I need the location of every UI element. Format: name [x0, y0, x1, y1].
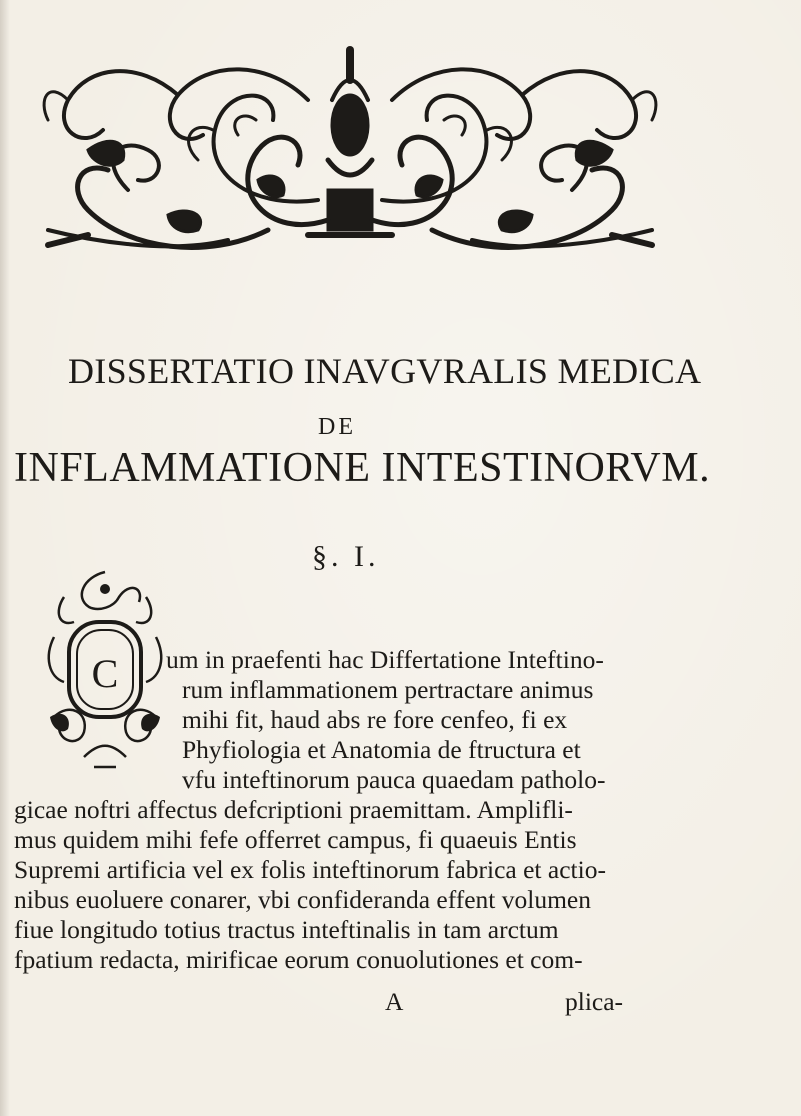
dissertation-subtitle: INFLAMMATIONE INTESTINORVM.	[14, 445, 711, 491]
signature-mark: A	[385, 987, 404, 1016]
initial-letter: C	[91, 651, 119, 696]
section-heading: §. I.	[312, 540, 380, 573]
text-line: fiue longitudo totius tractus inteftinalis in tam arctum	[14, 915, 559, 944]
text-line: Supremi artificia vel ex folis inteftinorum fabrica et actio-	[14, 855, 606, 884]
text-line: vfu inteftinorum pauca quaedam patholo-	[182, 765, 606, 794]
decorated-initial	[44, 567, 166, 777]
page-edge	[0, 0, 10, 1116]
title-connector: DE	[318, 414, 356, 440]
text-line: mus quidem mihi fefe offerret campus, fi quaeuis Entis	[14, 825, 577, 854]
catchword: plica-	[565, 987, 624, 1016]
text-line: gicae noftri affectus defcriptioni praemittam. Amplifli-	[14, 795, 573, 824]
text-line: nibus euoluere conarer, vbi confideranda effent volumen	[14, 885, 591, 914]
text-line: um in praefenti hac Differtatione Inteftino-	[166, 645, 604, 674]
text-line: rum inflammationem pertractare animus	[182, 675, 594, 704]
text-line: Phyfiologia et Anatomia de ftructura et	[182, 735, 581, 764]
dissertation-title: DISSERTATIO INAVGVRALIS MEDICA	[68, 351, 702, 391]
text-line: fpatium redacta, mirificae eorum conuolutiones et com-	[14, 945, 583, 974]
text-line: mihi fit, haud abs re fore cenfeo, fi ex	[182, 705, 568, 734]
ornamental-headpiece	[28, 40, 672, 262]
